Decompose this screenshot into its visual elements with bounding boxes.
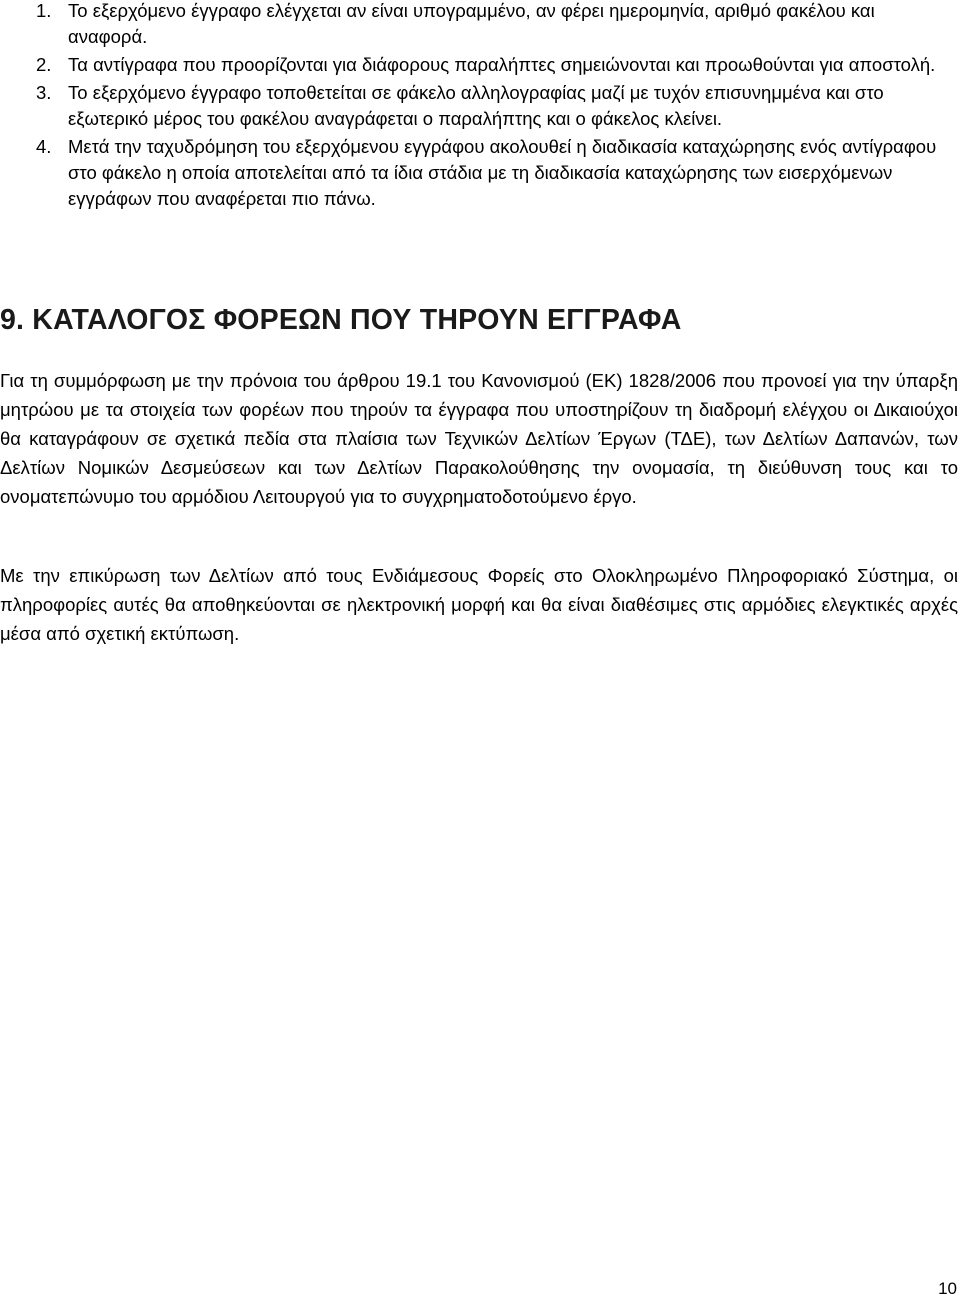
list-item xyxy=(0,0,960,50)
list-item-number: 3. xyxy=(36,82,52,103)
list-item-number: 2. xyxy=(36,54,52,75)
numbered-steps xyxy=(0,0,960,212)
list-item-text: Το εξερχόμενο έγγραφο τοποθετείται σε φάκελο αλληλογραφίας μαζί με τυχόν επισυνημμένα και στο εξωτερικό μέρος του φακέλου αναγράφεται ο παραλήπτης και ο φάκελος κλείνει. xyxy=(68,82,884,129)
section-paragraph: Για τη συμμόρφωση με την πρόνοια του άρθρου 19.1 του Κανονισμού (ΕΚ) 1828/2006 που προνοεί για την ύπαρξη μητρώου με τα στοιχεία των φορέων που τηρούν τα έγγραφα που υποστηρίζουν τη διαδρομή ελέγχου οι Δικαιούχοι θα καταγράφουν σε σχετικά πεδία στα πλαίσια των Τεχνικών Δελτίων Έργων (ΤΔΕ), των Δελτίων Δαπανών, των Δελτίων Νομικών Δεσμεύσεων και των Δελτίων Παρακολούθησης την ονομασία, τη διεύθυνση τους και το ονοματεπώνυμο του αρμόδιου Λειτουργού για το συγχρηματοδοτούμενο έργο. xyxy=(0,370,958,507)
list-item-text: Μετά την ταχυδρόμηση του εξερχόμενου εγγράφου ακολουθεί η διαδικασία καταχώρησης ενός αντίγραφου στο φάκελο η οποία αποτελείται από τα ίδια στάδια με τη διαδικασία καταχώρησης των εισερχόμενων εγγράφων που αναφέρεται πιο πάνω. xyxy=(68,136,937,209)
page-number: 10 xyxy=(938,1279,957,1298)
list-item xyxy=(0,52,960,78)
list-item xyxy=(0,134,960,212)
list-item-number: 4. xyxy=(36,136,52,157)
section-paragraph: Με την επικύρωση των Δελτίων από τους Ενδιάμεσους Φορείς στο Ολοκληρωμένο Πληροφοριακό Σύστημα, οι πληροφορίες αυτές θα αποθηκεύονται σε ηλεκτρονική μορφή και θα είναι διαθέσιμες στις αρμόδιες ελεγκτικές αρχές μέσα από σχετική εκτύπωση. xyxy=(0,565,958,644)
section-heading: 9. ΚΑΤΑΛΟΓΟΣ ΦΟΡΕΩΝ ΠΟΥ ΤΗΡΟΥΝ ΕΓΓΡΑΦΑ xyxy=(0,304,682,336)
list-item-number: 1. xyxy=(36,0,52,21)
list-item-text: Τα αντίγραφα που προορίζονται για διάφορους παραλήπτες σημειώνονται και προωθούνται για αποστολή. xyxy=(68,54,936,75)
list-item xyxy=(0,80,960,132)
list-item-text: Το εξερχόμενο έγγραφο ελέγχεται αν είναι υπογραμμένο, αν φέρει ημερομηνία, αριθμό φακέλου και αναφορά. xyxy=(68,0,875,47)
